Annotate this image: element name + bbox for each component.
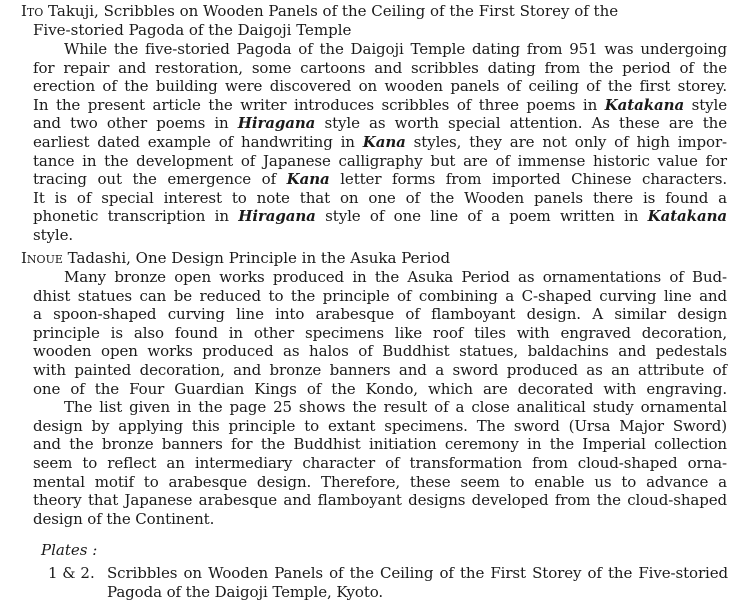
italic-term: Katakana [647,207,727,226]
article-inoue [21,249,727,528]
body-line: Many bronze open works produced in the Asuka Period as ornamentations of Bud- [64,268,727,286]
body-line: and two other poems in Hiragana style as worth special attention. As these are the [33,114,727,133]
body-line: principle is also found in other specimens like roof tiles with engraved decoration, [33,323,727,342]
author-name: Inoue [21,249,63,267]
plate-caption [107,564,728,601]
article-ito [21,2,727,245]
body-line: While the five-storied Pagoda of the Daigoji Temple dating from 951 was undergoing [64,40,727,58]
plate-caption-line: Pagoda of the Daigoji Temple, Kyoto. [107,582,384,601]
paragraph-2 [21,398,727,528]
body-line: style. [33,225,74,244]
body-line: wooden open works produced as halos of Buddhist statues, baldachins and pedestals [33,342,727,361]
italic-term: Hiragana [238,207,316,226]
article-ito-heading [21,2,727,21]
plates-heading: Plates : [41,541,98,559]
body-line: design by applying this principle to extant specimens. The sword (Ursa Major Sword) [33,416,727,435]
body-line: It is of special interest to note that on one of the Wooden panels there is found a [33,188,727,207]
body-line: with painted decoration, and bronze banners and a sword produced as an attribute of [33,360,727,379]
body-line: seem to reflect an intermediary character of transformation from cloud-shaped orna- [33,453,727,472]
article-inoue-heading [21,249,727,268]
body-line: design of the Continent. [33,509,215,528]
italic-term: Hiragana [237,114,316,133]
body-line: earliest dated example of handwriting in Kana styles, they are not only of high impor- [33,132,727,151]
body-line: and the bronze banners for the Buddhist initiation ceremony in the Imperial collection [33,435,727,454]
body-line: erection of the building were discovered on wooden panels of ceiling of the first storey. [33,77,727,96]
body-line: mental motif to arabesque design. Therefore, these seem to enable us to advance a [33,472,727,491]
article-title: One Design Principle in the Asuka Period [130,249,451,267]
author-name: Ito [21,2,44,20]
italic-term: Kana [362,132,406,151]
paragraph-1 [21,268,727,398]
body-line: The list given in the page 25 shows the result of a close analitical study ornamental [64,398,727,417]
body-line: for repair and restoration, some cartoons and scribbles dating from the period of the [33,58,727,77]
article-title: Scribbles on Wooden Panels of the Ceiling of the First Storey of the [98,2,619,20]
body-line: dhist statues can be reduced to the principle of combining a C-shaped curving line and [33,286,727,305]
body-line: a spoon-shaped curving line into arabesque of flamboyant design. A similar design [33,305,727,324]
body-line: In the present article the writer introduces scribbles of three poems in Katakana style [33,95,727,114]
body-line: one of the Four Guardian Kings of the Kondo, which are decorated with engraving. [33,379,727,398]
italic-term: Katakana [604,95,685,114]
italic-term: Kana [286,170,330,189]
body-line: tracing out the emergence of Kana letter forms from imported Chinese characters. [33,170,727,189]
author-given-name: Takuji, [43,2,99,20]
article-title-continued: Five-storied Pagoda of the Daigoji Temple [33,21,352,39]
article-ito-body [21,40,727,245]
body-line: tance in the development of Japanese calligraphy but are of immense historic value for [33,151,727,170]
plate-caption-line: Scribbles on Wooden Panels of the Ceiling of the First Storey of the Five-storied [107,564,728,582]
plate-number: 1 & 2. [48,564,95,582]
body-line: theory that Japanese arabesque and flamboyant designs developed from the cloud-shaped [33,491,727,510]
body-line: phonetic transcription in Hiragana style of one line of a poem written in Katakana [33,207,727,226]
author-given-name: Tadashi, [62,249,131,267]
